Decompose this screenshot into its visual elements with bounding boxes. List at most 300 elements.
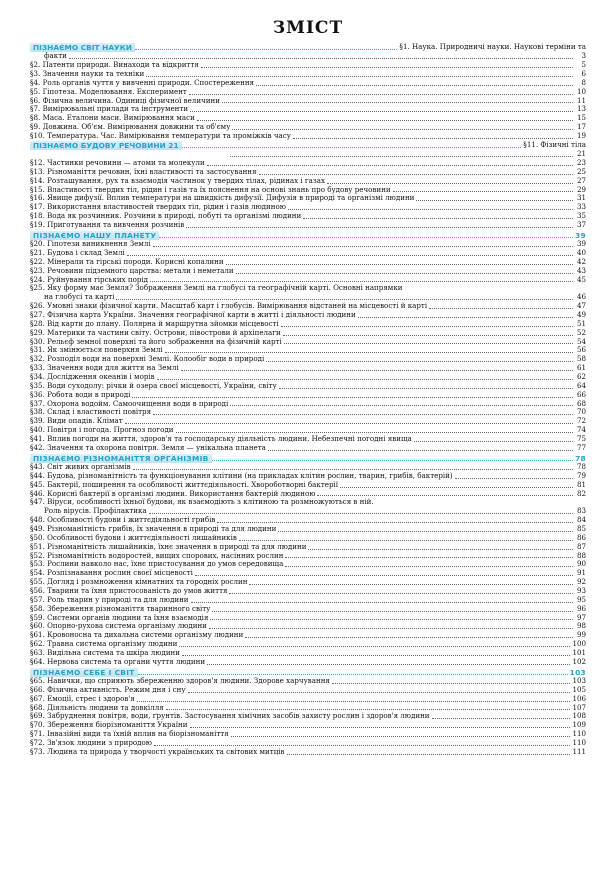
dot-leader [186,227,573,228]
entry-page: 105 [572,684,586,694]
toc-entry[interactable] [30,105,586,114]
entry-page: 90 [576,559,586,569]
dot-leader [358,317,573,318]
entry-page: 109 [572,720,586,730]
dot-leader [133,469,573,470]
toc-entry-cont [30,293,586,302]
dot-leader [285,566,573,567]
entry-title: §67. Емоції, стрес і здоров'я [30,694,135,703]
entry-page: 92 [576,577,586,587]
section-page: 78 [575,453,586,463]
toc-entry[interactable] [30,382,586,391]
dot-leader [284,343,573,344]
entry-page: 62 [576,371,586,381]
entry-title: §58. Збереження різноманіття тваринного світу [30,604,211,613]
entry-page: 46 [576,292,586,302]
dot-leader [414,441,573,442]
dot-leader [69,58,573,59]
toc-entry[interactable] [30,97,586,106]
toc-entry[interactable] [30,400,586,409]
dot-leader [226,264,573,265]
entry-page: 111 [572,746,586,756]
entry-title: §11. Фізичні тіла [523,140,586,150]
entry-page: 84 [576,515,586,525]
entry-page: 99 [576,630,586,640]
entry-title: §4. Роль органів чуття у вивченні природи. Спостереження [30,78,255,87]
dot-leader [222,102,573,103]
entry-page: 82 [576,488,586,498]
entry-page: 13 [576,104,586,114]
entry-title: §7. Вимірювальні прилади та інструменти [30,105,189,114]
toc-entry[interactable] [30,212,586,221]
entry-page: 107 [572,702,586,712]
entry-page: 86 [576,532,586,542]
entry-page: 96 [576,603,586,613]
dot-leader [159,237,573,238]
entry-page: 101 [572,648,586,657]
entry-page: 97 [576,612,586,622]
entry-page: 108 [572,711,586,721]
toc-entry[interactable] [30,426,586,435]
toc-entry[interactable] [30,364,586,373]
toc-entry[interactable] [30,391,586,400]
entry-page: 10 [576,86,586,96]
page-title: ЗМІСТ [272,18,344,38]
dot-leader [393,191,573,192]
dot-leader [195,575,573,576]
entry-title: §73. Людина та природа у творчості українських та світових митців [30,747,285,756]
entry-page: 19 [576,130,586,140]
dot-leader [179,646,570,647]
section-header-row[interactable] [30,231,586,240]
toc-entry[interactable] [30,177,586,186]
dot-leader [287,754,571,755]
dot-leader [283,335,573,336]
entry-title: §44. Будова, різноманітність та функціонування клітини (на прикладах клітин рослин, тварин, грибів, бактерій) [30,471,453,480]
section-page: 103 [569,667,586,677]
toc-entry[interactable] [30,481,586,490]
entry-page: 15 [576,113,586,123]
entry-page: 23 [576,157,586,167]
toc-entry[interactable] [30,408,586,417]
entry-title: §57. Роль тварин у природі та для людини [30,595,189,604]
entry-title: §36. Робота води в природі [30,390,131,399]
dot-leader [279,388,573,389]
entry-page: 100 [572,639,586,649]
toc-entry[interactable] [30,552,586,561]
entry-title: §55. Догляд і розмноження кімнатних та городніх рослин [30,578,248,587]
toc-entry[interactable] [30,721,586,730]
entry-page: 3 [581,51,586,61]
dot-leader [166,709,571,710]
dot-leader [182,655,570,656]
dot-leader [197,120,573,121]
entry-title-cont: на глобусі та карті [44,292,115,302]
entry-page: 11 [576,95,586,105]
entry-page: 29 [576,184,586,194]
toc-entry[interactable] [30,267,586,276]
dot-leader [146,76,573,77]
entry-title: §13. Різноманіття речовин, їхні властивості та застосування [30,167,257,176]
dot-leader [188,692,571,693]
entry-title: §65. Навички, що сприяють збереженню здоров'я людини. Здорове харчування [30,676,330,685]
entry-page: 66 [576,389,586,399]
dot-leader [231,736,571,737]
entry-title: §31. Як змінюється поверхня Землі [30,346,163,355]
entry-page: 61 [576,363,586,373]
dot-leader [137,701,571,702]
toc-entry[interactable] [30,346,586,355]
entry-title: §61. Кровоносна та дихальна системи організму людини [30,631,244,640]
section-page: 39 [575,230,586,240]
toc-entry[interactable] [30,329,586,338]
entry-page: 43 [576,265,586,275]
entry-title: §29. Материки та частини світу. Острови, півострови й архіпелаги [30,328,281,337]
entry-title: §15. Властивості твердих тіл, рідин і газів та їх пояснення на основі знань про будову речовини [30,185,391,194]
toc-entry[interactable] [30,498,586,507]
entry-title: §17. Використання властивостей твердих тіл, рідин і газів людиною [30,203,286,212]
dot-leader [182,147,522,148]
entry-page: 56 [576,345,586,355]
dot-leader [416,200,573,201]
entry-page: 21 [576,149,586,159]
dot-leader [207,165,573,166]
toc-entry[interactable] [30,79,586,88]
entry-page: 54 [576,336,586,346]
dot-leader [332,683,571,684]
entry-title: §52. Різноманітність водоростей, вищих спорових, насінних рослин [30,551,284,560]
dot-leader [150,281,573,282]
toc-entry[interactable] [30,712,586,721]
entry-title: §6. Фізична величина. Одиниці фізичної величини [30,96,220,105]
dot-leader [116,299,573,300]
entry-page: 93 [576,585,586,595]
toc-entry[interactable] [30,311,586,320]
dot-leader [249,584,573,585]
entry-title: §42. Значення та охорона повітря. Земля — унікальна планета [30,443,266,452]
dot-leader [191,602,573,603]
dot-leader [288,209,573,210]
dot-leader [229,593,573,594]
section-header: ПІЗНАЄМО СЕБЕ І СВІТ [30,668,138,677]
entry-page: 45 [576,274,586,284]
dot-leader [245,637,573,638]
dot-leader [432,718,571,719]
dot-leader [268,450,573,451]
entry-page: 40 [576,247,586,257]
entry-page: 58 [576,354,586,364]
entry-title: §59. Системи органів людини та їхня взаємодія [30,613,209,622]
dot-leader [340,487,573,488]
entry-page: 27 [576,175,586,185]
dot-leader [209,628,573,629]
toc-entry[interactable] [30,649,586,658]
entry-page: 31 [576,193,586,203]
section-header-row[interactable] [30,454,586,463]
toc-entry[interactable] [30,739,586,748]
entry-title: §2. Патенти природи. Винаходи та відкриття [30,61,199,70]
dot-leader [201,67,573,68]
entry-page: 98 [576,621,586,631]
entry-title: §27. Фізична карта України. Значення географічної карти в житті і діяльності людини [30,310,356,319]
entry-title: §48. Особливості будови і життєдіяльності грибів [30,516,216,525]
toc-entry[interactable] [30,677,586,686]
entry-title: §46. Корисні бактерії в організмі людини. Використання бактерій людиною [30,489,316,498]
toc-entry[interactable] [30,320,586,329]
dot-leader [230,405,573,406]
entry-title: §10. Температура. Час. Вимірювання температури та проміжків часу [30,131,291,140]
toc-entry[interactable] [30,463,586,472]
toc-entry[interactable] [30,70,586,79]
toc-entry[interactable] [30,168,586,177]
entry-title: §66. Фізична активність. Режим дня і сну [30,685,186,694]
dot-leader [190,727,571,728]
entry-page: 17 [576,122,586,132]
dot-leader [138,674,568,675]
entry-title: §47. Віруси, особливості їхньої будови, як взаємодіють з клітиною та розмножуються в ній. [30,498,374,507]
entry-title: §24. Руйнування гірських порід [30,275,149,284]
entry-page: 64 [576,380,586,390]
toc-entry[interactable] [30,490,586,499]
entry-title: §18. Вода як розчинник. Розчини в природі, побуті та організмі людини [30,212,302,221]
dot-leader [132,397,573,398]
dot-leader [259,174,573,175]
dot-leader [230,156,573,157]
toc-entry[interactable] [30,194,586,203]
entry-page: 47 [576,301,586,311]
entry-title: §53. Рослини навколо нас, їхнє пристосування до умов середовища [30,560,284,569]
entry-page: 103 [572,675,586,685]
entry-page: 6 [581,68,586,78]
toc-entry[interactable] [30,284,586,293]
dot-leader [212,460,573,461]
entry-page: 102 [572,656,586,666]
toc-entry[interactable] [30,730,586,739]
entry-title: §25. Яку форму має Земля? Зображення Землі на глобусі та географічній карті. Основні напрямки [30,284,403,293]
dot-leader [135,49,397,50]
entry-title: §22. Мінерали та гірські породи. Корисні копалини [30,257,224,266]
entry-title: §1. Наука. Природничі науки. Наукові терміни та [399,42,586,52]
toc-entry[interactable] [30,748,586,757]
entry-title: §23. Речовини підземного царства: метали і неметали [30,266,234,275]
entry-title: §5. Гіпотеза. Моделювання. Експеримент [30,87,187,96]
entry-page: 87 [576,541,586,551]
toc-entry[interactable] [30,61,586,70]
entry-page: 83 [576,506,586,516]
dot-leader [217,522,573,523]
dot-leader [281,326,573,327]
toc-entry[interactable] [30,587,586,596]
entry-title: §32. Розподіл води на поверхні Землі. Колообіг води в природі [30,355,265,364]
entry-page: 74 [576,425,586,435]
entry-title: §16. Явище дифузії. Вплив температури на швидкість дифузії. Дифузія в природі та організмі людини [30,194,415,203]
entry-page: 8 [581,77,586,87]
entry-page: 25 [576,166,586,176]
entry-title: §12. Частинки речовини — атоми та молекули [30,158,205,167]
dot-leader [278,531,573,532]
toc-entry[interactable] [30,186,586,195]
toc-entry[interactable] [30,560,586,569]
entry-page: 5 [581,60,586,70]
entry-title: §45. Бактерії, поширення та особливості життєдіяльності. Хвороботворні бактерії [30,480,339,489]
dot-leader [429,308,573,309]
entry-title: §49. Різноманітність грибів, їх значення в природі та для людини [30,524,277,533]
dot-leader [303,218,573,219]
toc-entry[interactable] [30,249,586,258]
toc-entry[interactable] [30,622,586,631]
entry-title: §70. Збереження біорізноманіття України [30,721,188,730]
dot-leader [317,495,573,496]
entry-title: §43. Світ живих організмів [30,462,131,471]
entry-page: 77 [576,442,586,452]
toc-entry[interactable] [30,686,586,695]
entry-page: 37 [576,219,586,229]
dot-leader [154,745,570,746]
entry-title: §20. Гіпотези виникнення Землі [30,240,151,249]
dot-leader [327,183,573,184]
entry-title-cont: факти [44,51,67,61]
toc-entry[interactable] [30,276,586,285]
dot-leader [190,111,573,112]
entry-title: §50. Особливості будови і життєдіяльності лишайників [30,533,237,542]
dot-leader [153,246,573,247]
toc-entry[interactable] [30,658,586,667]
section-header: ПІЗНАЄМО БУДОВУ РЕЧОВИНИ 21 [30,141,182,150]
toc-entry[interactable] [30,417,586,426]
entry-title: §56. Тварини та їхня пристосованість до умов життя [30,586,228,595]
entry-page: 95 [576,594,586,604]
entry-title: §51. Різноманітність лишайників, їхнє значення в природі та для людини [30,542,307,551]
entry-title: §26. Умовні знаки фізичної карти. Масштаб карт і глобусів. Вимірювання відстаней на місцевості й карті [30,302,428,311]
toc-entry[interactable] [30,114,586,123]
dot-leader [125,423,573,424]
entry-title: §38. Склад і властивості повітря [30,408,152,417]
entry-page: 79 [576,470,586,480]
entry-title: §14. Розташування, рух та взаємодія частинок у твердих тілах, рідинах і газах [30,176,325,185]
toc-entry[interactable] [30,569,586,578]
dot-leader [239,540,573,541]
toc-entry[interactable] [30,543,586,552]
entry-title: §54. Розпізнавання рослин своєї місцевості [30,569,193,578]
entry-page: 42 [576,256,586,266]
dot-leader [308,549,573,550]
entry-title: §39. Види опадів. Клімат [30,417,123,426]
entry-title: §34. Дослідження океанів і морів [30,372,155,381]
entry-page: 81 [576,479,586,489]
toc-entry[interactable] [30,355,586,364]
entry-title: §62. Травна система організму людини [30,640,178,649]
entry-title: §41. Вплив погоди на життя, здоров'я та господарську діяльність людини. Небезпечні погодні явища [30,434,412,443]
toc-entry[interactable] [30,472,586,481]
entry-page: 33 [576,202,586,212]
toc-entry[interactable] [30,704,586,713]
toc-entry[interactable] [30,435,586,444]
toc-entry-cont [30,52,586,61]
entry-title: §33. Значення води для життя на Землі [30,364,179,373]
entry-title: §60. Опорно-рухова система організму людини [30,622,207,631]
entry-title-cont: Роль вірусів. Профілактика [44,506,147,516]
toc-entry-cont [30,507,586,516]
toc-entry[interactable] [30,516,586,525]
dot-leader [165,352,573,353]
entry-page: 49 [576,309,586,319]
entry-title: §37. Охорона водойм. Самоочищення води в природі [30,399,229,408]
entry-page: 72 [576,416,586,426]
entry-title: §71. Інвазійні види та їхній вплив на біорізноманіття [30,730,229,739]
dot-leader [157,379,573,380]
entry-page: 39 [576,239,586,249]
toc-entry[interactable] [30,338,586,347]
toc-entry[interactable] [30,631,586,640]
entry-title: §63. Видільна система та шкіра людини [30,649,181,657]
toc-entry[interactable] [30,640,586,649]
entry-title: §69. Забруднення повітря, води, ґрунтів. Застосування хімічних засобів захисту рослин і здоров'я людини [30,712,430,721]
entry-title: §28. Від карти до плану. Полярна й маршрутна зйомки місцевості [30,319,279,328]
dot-leader [256,85,573,86]
section-header: ПІЗНАЄМО НАШУ ПЛАНЕТУ [30,231,159,240]
section-header-row[interactable] [30,668,586,677]
dot-leader [212,611,573,612]
table-of-contents [30,43,586,757]
entry-page: 110 [572,729,586,739]
toc-entry[interactable] [30,88,586,97]
entry-page: 110 [572,737,586,747]
dot-leader [189,94,573,95]
dot-leader [236,273,573,274]
toc-entry[interactable] [30,123,586,132]
dot-leader [153,414,573,415]
entry-title: §8. Маса. Еталони маси. Вимірювання маси [30,114,195,123]
toc-entry[interactable] [30,132,586,141]
entry-title: §9. Довжина. Об'єм. Вимірювання довжини та об'єму [30,123,231,132]
toc-entry[interactable] [30,373,586,382]
toc-entry[interactable] [30,159,586,168]
entry-page: 91 [576,568,586,578]
dot-leader [176,432,573,433]
section-header: ПІЗНАЄМО РІЗНОМАНІТТЯ ОРГАНІЗМІВ [30,454,212,463]
entry-title: §40. Повітря і погода. Прогноз погоди [30,426,174,435]
entry-title: §19. Приготування та вивчення розчинів [30,220,185,229]
entry-page: 51 [576,318,586,328]
entry-title: §3. Значення науки та техніки [30,69,145,78]
toc-entry[interactable] [30,695,586,704]
toc-entry[interactable] [30,525,586,534]
toc-entry[interactable] [30,240,586,249]
entry-page: 78 [576,461,586,471]
dot-leader [266,361,573,362]
toc-entry[interactable] [30,534,586,543]
toc-entry[interactable] [30,221,586,230]
section-header-row[interactable] [30,43,586,52]
entry-title: §68. Діяльність людини та довкілля [30,703,164,712]
toc-entry[interactable] [30,203,586,212]
dot-leader [285,557,573,558]
section-header-row[interactable] [30,141,586,150]
toc-entry[interactable] [30,605,586,614]
toc-entry[interactable] [30,444,586,453]
dot-leader [127,255,573,256]
toc-entry[interactable] [30,258,586,267]
toc-entry[interactable] [30,614,586,623]
toc-entry[interactable] [30,578,586,587]
toc-entry[interactable] [30,302,586,311]
entry-title: §21. Будова і склад Землі [30,248,125,257]
entry-page: 106 [572,693,586,703]
entry-title: §64. Нервова система та органи чуття людини [30,657,206,666]
toc-entry[interactable] [30,596,586,605]
entry-title: §35. Води суходолу: річки й озера своєї місцевості, України, світу [30,381,277,390]
section-header: ПІЗНАЄМО СВІТ НАУКИ [30,43,135,52]
